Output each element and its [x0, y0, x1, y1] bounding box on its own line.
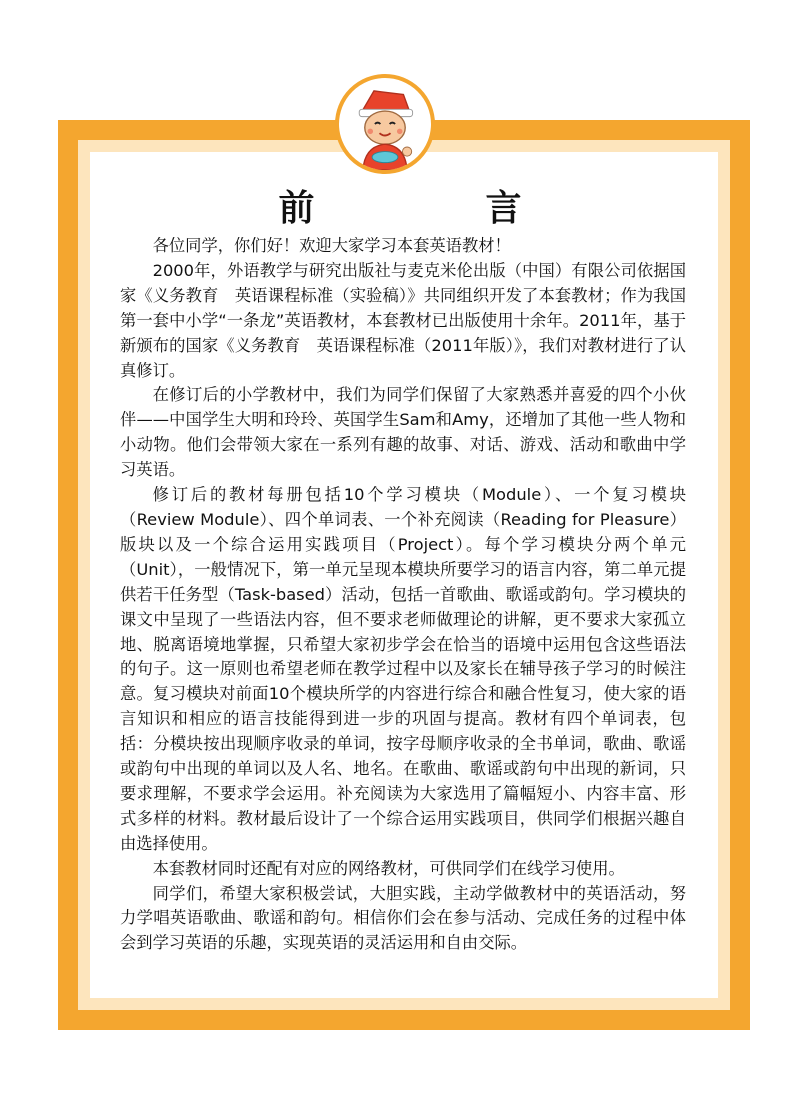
paragraph: 修订后的教材每册包括10个学习模块（Module）、一个复习模块（Review Module）、四个单词表、一个补充阅读（Reading for Pleasure）版块以及一个综合运用实践项目（Project）。每个学习模块分两个单元（Unit），一般情况下，第一单元呈现本模块所要学习的语言内容，第二单元提供若干任务型（Task-based）活动，包括一首歌曲、歌谣或韵句。学习模块的课文中呈现了一些语法内容，但不要求老师做理论的讲解，更不要求大家孤立地、脱离语境地掌握，只希望大家初步学会在恰当的语境中运用包含这些语法的句子。这一原则也希望老师在教学过程中以及家长在辅导孩子学习的时候注意。复习模块对前面10个模块所学的内容进行综合和融合性复习，使大家的语言知识和相应的语言技能得到进一步的巩固与提高。教材有四个单词表，包括：分模块按出现顺序收录的单词，按字母顺序收录的全书单词，歌曲、歌谣或韵句中出现的单词以及人名、地名。在歌曲、歌谣或韵句中出现的新词，只要求理解，不要求学会运用。补充阅读为大家选用了篇幅短小、内容丰富、形式多样的材料。教材最后设计了一个综合运用实践项目，供同学们根据兴趣自由选择使用。: [120, 485, 686, 853]
paragraph: 2000年，外语教学与研究出版社与麦克米伦出版（中国）有限公司依据国家《义务教育 英语课程标准（实验稿）》共同组织开发了本套教材；作为我国第一套中小学“一条龙”英语教材，本套教材已出版使用十余年。2011年，基于新颁布的国家《义务教育 英语课程标准（2011年版）》，我们对教材进行了认真修订。: [120, 260, 686, 380]
paragraph: 在修订后的小学教材中，我们为同学们保留了大家熟悉并喜爱的四个小伙伴——中国学生大明和玲玲、英国学生Sam和Amy，还增加了其他一些人物和小动物。他们会带领大家在一系列有趣的故事、对话、游戏、活动和歌曲中学习英语。: [120, 385, 686, 480]
preface-body: [120, 234, 686, 956]
paragraph: 各位同学，你们好！欢迎大家学习本套英语教材！: [152, 236, 511, 255]
paragraph: 同学们，希望大家积极尝试，大胆实践，主动学做教材中的英语活动，努力学唱英语歌曲、歌谣和韵句。相信你们会在参与活动、完成任务的过程中体会到学习英语的乐趣，实现英语的灵活运用和自由交际。: [120, 883, 686, 953]
cartoon-boy-icon: [335, 74, 435, 174]
paragraph: 本套教材同时还配有对应的网络教材，可供同学们在线学习使用。: [152, 858, 625, 878]
page-title: 前 言: [278, 187, 601, 229]
